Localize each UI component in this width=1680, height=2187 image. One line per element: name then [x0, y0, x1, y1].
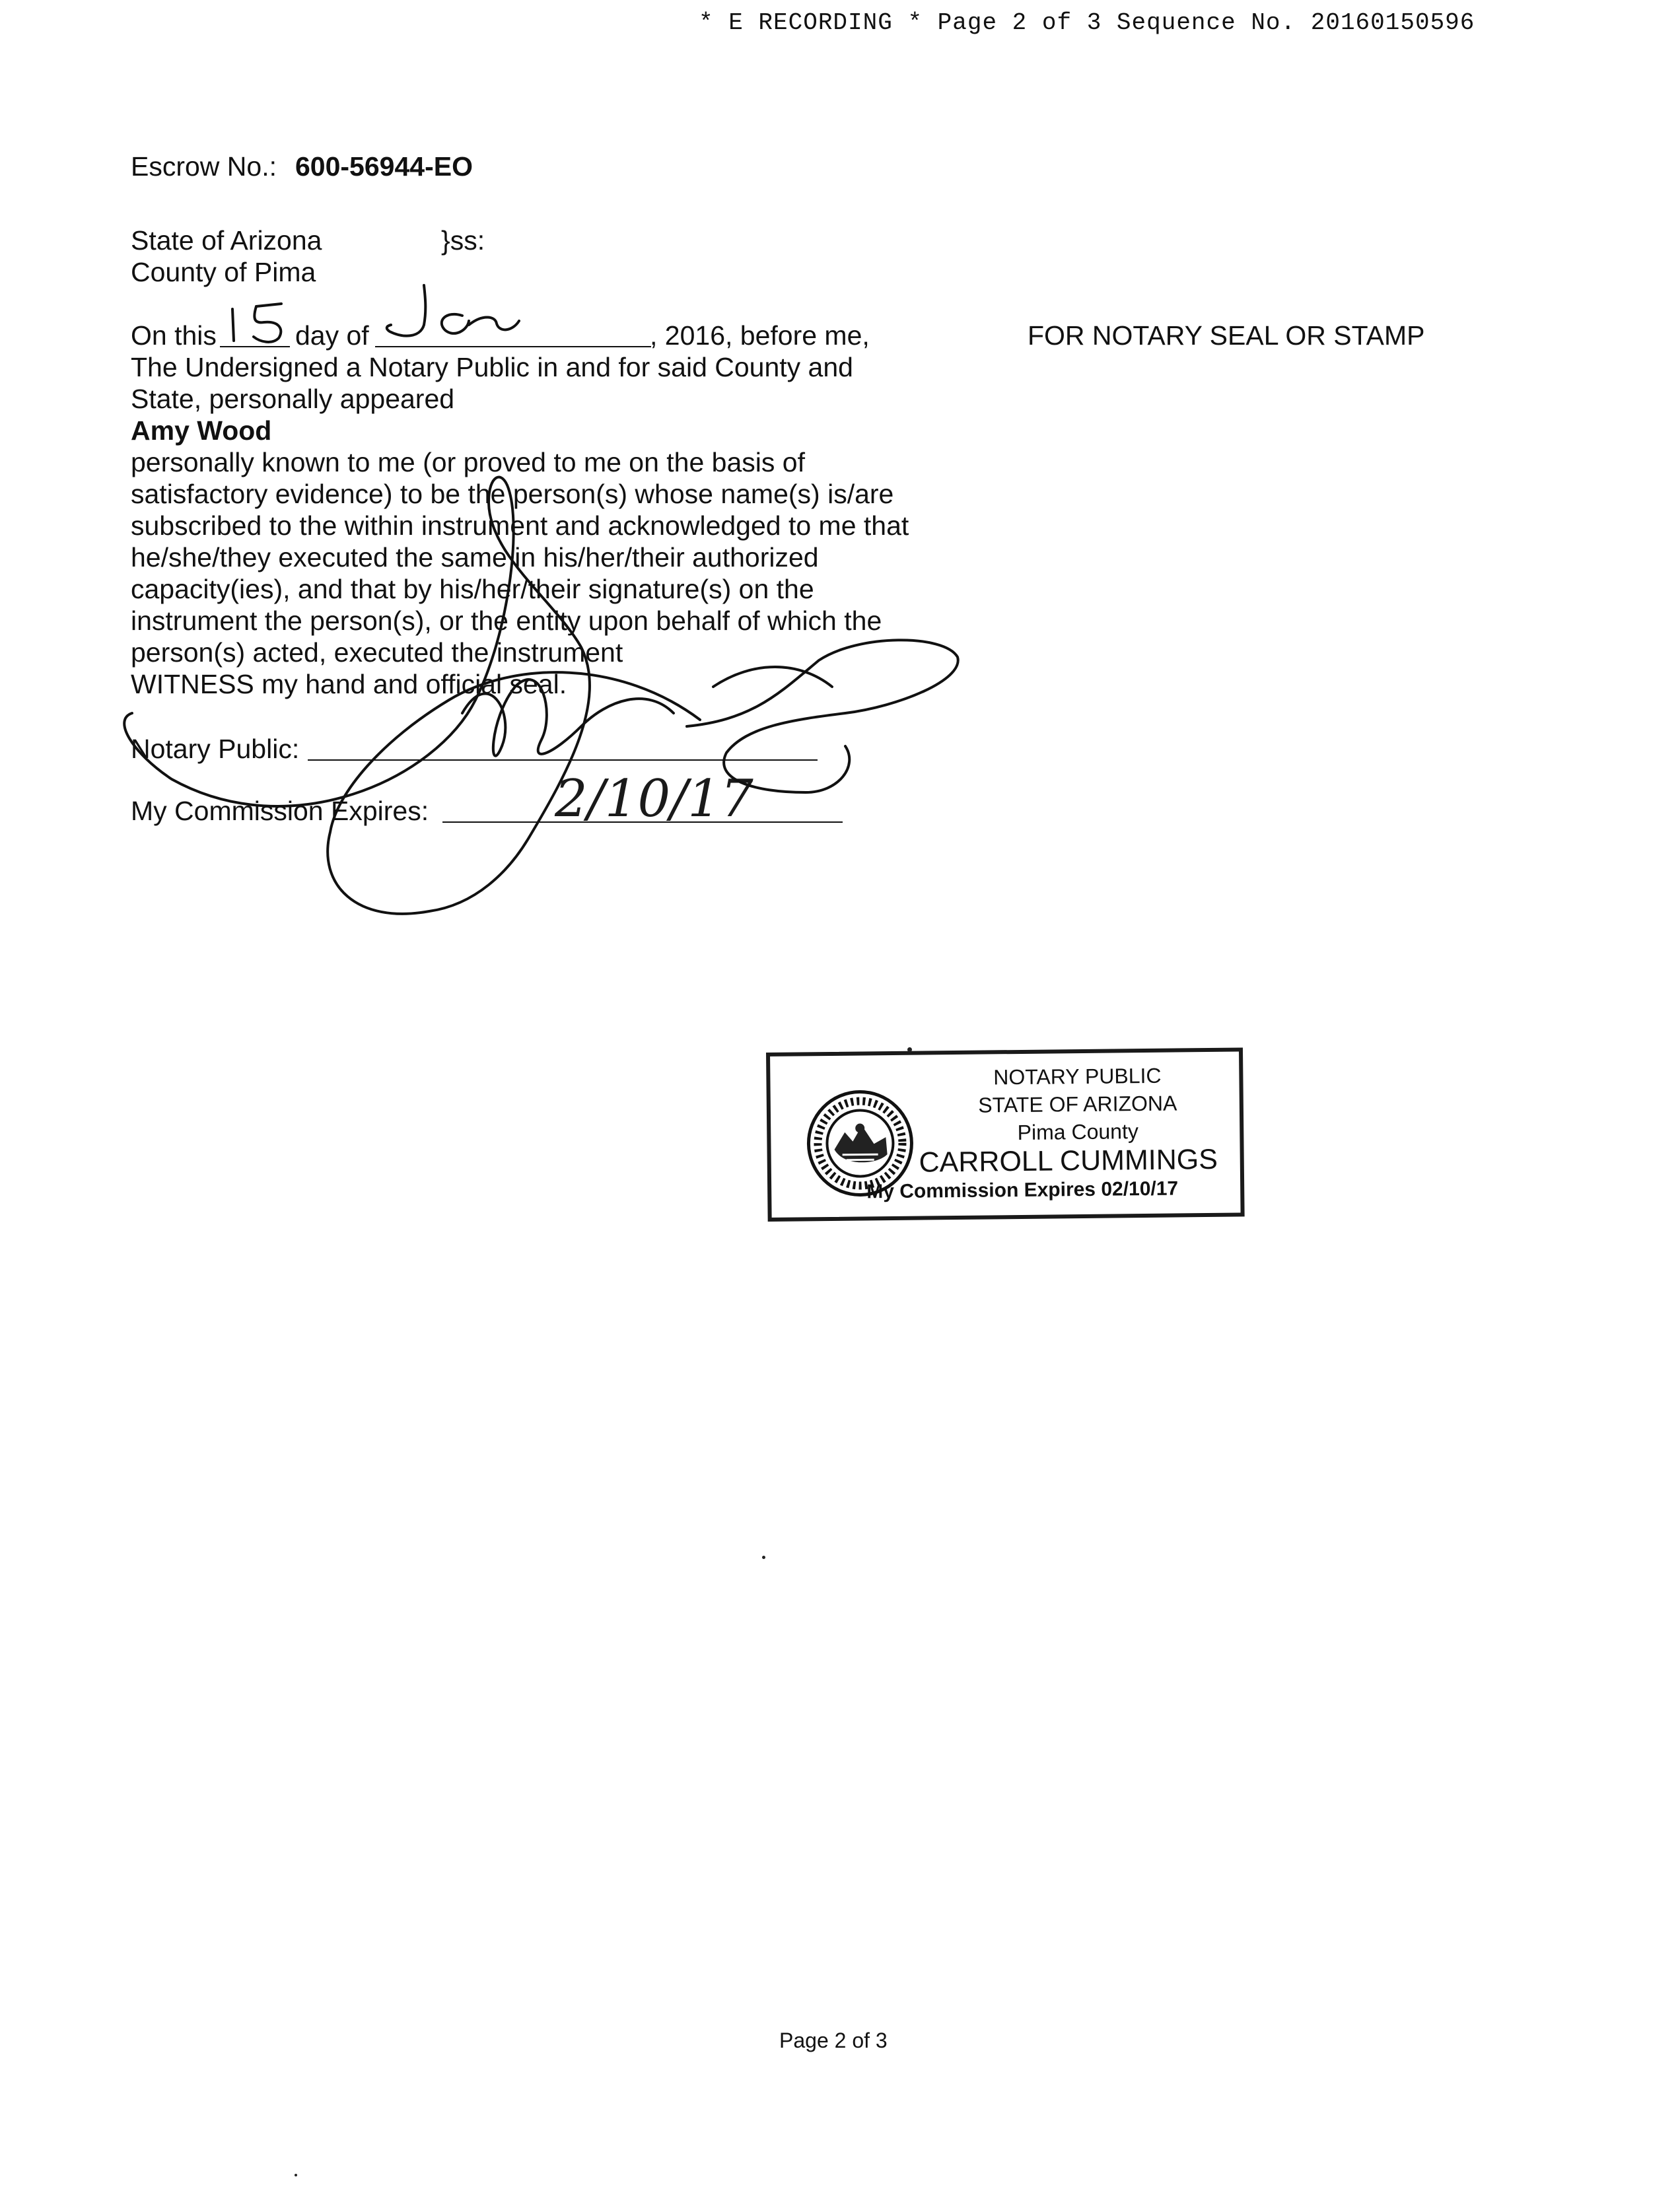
acknowledgment-line-2: The Undersigned a Notary Public in and for said County and — [131, 352, 853, 382]
stamp-line-2: STATE OF ARIZONA — [978, 1091, 1177, 1117]
acknowledgment-body-line: person(s) acted, executed the instrument — [131, 637, 623, 668]
on-this-label: On this — [131, 320, 217, 351]
acknowledgment-body-line: instrument the person(s), or the entity upon behalf of which the — [131, 606, 882, 636]
stamp-expiration: My Commission Expires 02/10/17 — [866, 1177, 1179, 1203]
escrow-number: 600-56944-EO — [295, 151, 473, 182]
commission-expires-value: 2/10/17 — [555, 769, 753, 829]
commission-expires-label: My Commission Expires: — [131, 796, 429, 826]
acknowledgment-body-line: personally known to me (or proved to me on the basis of — [131, 447, 805, 477]
page-number: Page 2 of 3 — [779, 2029, 888, 2052]
signer-name: Amy Wood — [131, 415, 272, 446]
seal-area-label: FOR NOTARY SEAL OR STAMP — [1028, 320, 1425, 351]
recording-header: * E RECORDING * Page 2 of 3 Sequence No. 20160150596 — [699, 9, 1475, 36]
notary-signature — [119, 291, 977, 951]
scan-speck — [295, 2174, 297, 2176]
stamp-line-3: Pima County — [1017, 1119, 1139, 1145]
scan-speck — [762, 1556, 765, 1559]
escrow-label: Escrow No.: — [131, 151, 277, 182]
acknowledgment-body-line: capacity(ies), and that by his/her/their signature(s) on the — [131, 574, 814, 604]
scan-speck — [907, 1047, 912, 1052]
venue-ss: }ss: — [441, 225, 485, 256]
notary-stamp — [766, 1047, 1245, 1222]
acknowledgment-line-3: State, personally appeared — [131, 384, 455, 414]
acknowledgment-body-line: satisfactory evidence) to be the person(s) whose name(s) is/are — [131, 479, 894, 509]
acknowledgment-body-line: he/she/they executed the same in his/her/their authorized — [131, 542, 819, 573]
day-of-label: day of — [295, 320, 369, 351]
venue-county: County of Pima — [131, 257, 316, 287]
year-before-me: , 2016, before me, — [650, 320, 870, 351]
acknowledgment-body-line: WITNESS my hand and official seal. — [131, 669, 567, 699]
stamp-line-1: NOTARY PUBLIC — [993, 1063, 1162, 1090]
venue-state: State of Arizona — [131, 225, 322, 256]
notary-public-label: Notary Public: — [131, 734, 300, 764]
acknowledgment-body-line: subscribed to the within instrument and acknowledged to me that — [131, 510, 909, 541]
stamp-notary-name: CARROLL CUMMINGS — [919, 1143, 1218, 1179]
